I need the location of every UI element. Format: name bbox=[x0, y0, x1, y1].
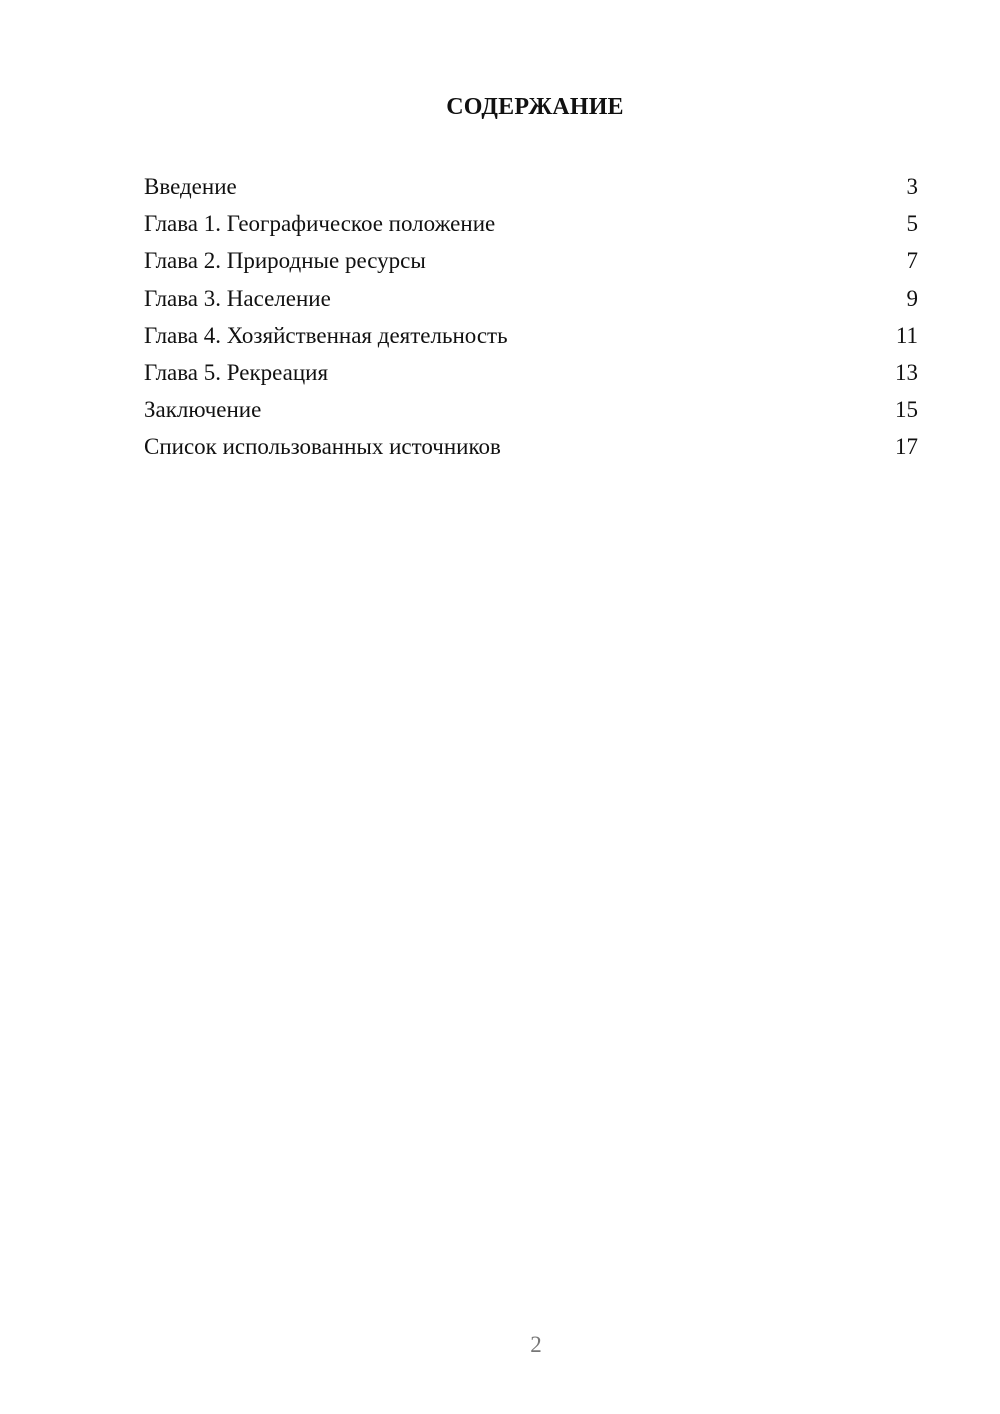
toc-entry-introduction[interactable] bbox=[144, 168, 918, 205]
page-title: СОДЕРЖАНИЕ bbox=[446, 94, 624, 120]
toc-entry-references[interactable] bbox=[144, 428, 918, 465]
toc-entry-page: 11 bbox=[895, 322, 918, 348]
toc-entry-label: Введение bbox=[144, 174, 237, 199]
toc-entry-label: Глава 3. Население bbox=[144, 285, 331, 311]
toc-entry-label: Глава 5. Рекреация bbox=[144, 359, 329, 385]
toc-entry-label: Глава 1. Географическое положение bbox=[144, 211, 496, 237]
toc-entry-chapter-4[interactable] bbox=[144, 317, 918, 354]
page-number: 2 bbox=[530, 1332, 542, 1357]
toc-entry-page: 7 bbox=[906, 248, 918, 274]
toc-entry-conclusion[interactable] bbox=[144, 391, 918, 428]
toc-entry-page: 5 bbox=[906, 211, 918, 237]
toc-entry-chapter-5[interactable] bbox=[144, 354, 918, 391]
toc-entry-chapter-1[interactable] bbox=[144, 205, 918, 242]
table-of-contents bbox=[144, 168, 918, 466]
toc-entry-chapter-2[interactable] bbox=[144, 242, 918, 279]
toc-entry-page: 3 bbox=[906, 174, 918, 199]
toc-entry-page: 17 bbox=[895, 434, 918, 460]
toc-entry-label: Глава 4. Хозяйственная деятельность bbox=[144, 322, 508, 348]
toc-entry-page: 15 bbox=[895, 397, 918, 423]
toc-entry-label: Глава 2. Природные ресурсы bbox=[144, 248, 426, 274]
toc-entry-label: Заключение bbox=[144, 397, 262, 423]
toc-entry-label: Список использованных источников bbox=[144, 434, 501, 460]
toc-entry-page: 9 bbox=[906, 285, 918, 311]
toc-entry-page: 13 bbox=[895, 359, 918, 385]
toc-entry-chapter-3[interactable] bbox=[144, 280, 918, 317]
